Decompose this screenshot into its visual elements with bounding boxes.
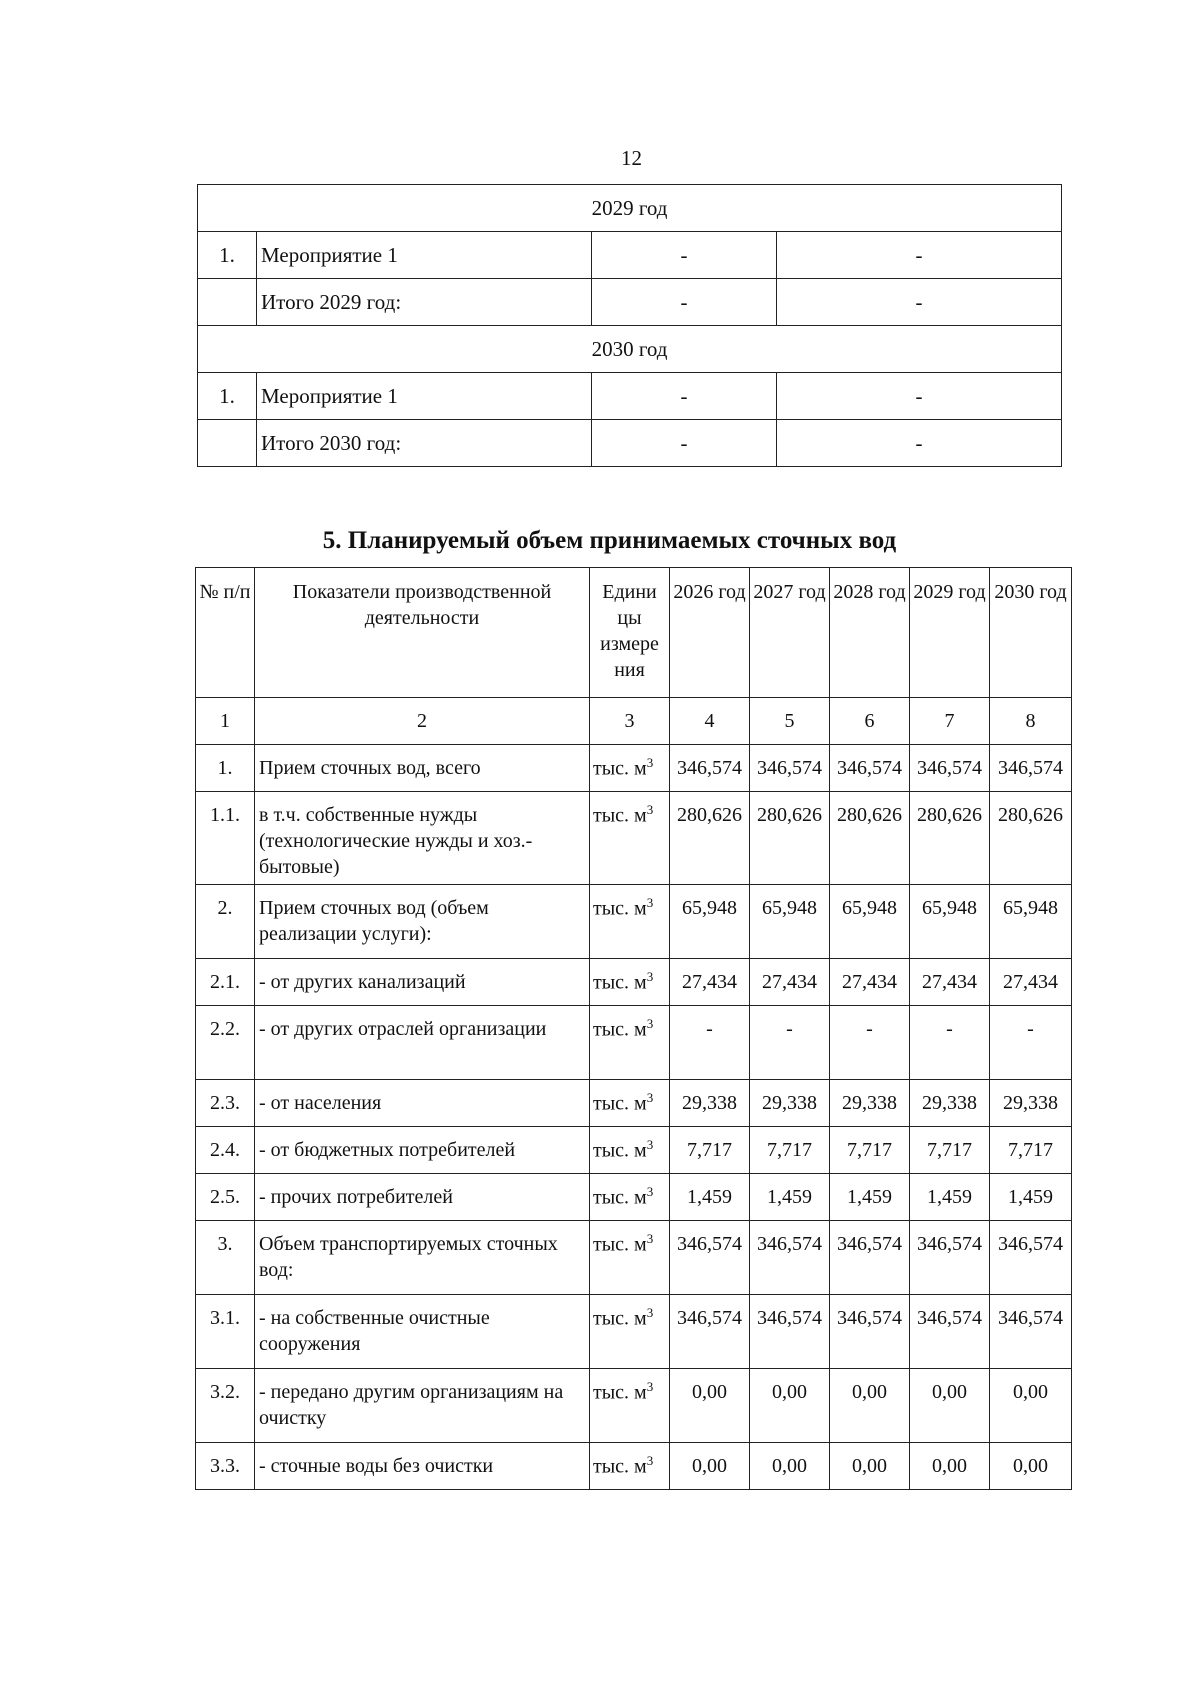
year-value: 346,574 <box>910 745 990 792</box>
year-value: 346,574 <box>830 1295 910 1369</box>
row-number: 1.1. <box>196 792 255 885</box>
year-value: 346,574 <box>670 1295 750 1369</box>
header-year-2027: 2027 год <box>750 568 830 698</box>
year-value: 7,717 <box>830 1127 910 1174</box>
year-value: 0,00 <box>750 1369 830 1443</box>
table-row <box>196 1369 1072 1443</box>
header-unit: Едини цы измере ния <box>590 568 670 698</box>
row-number: 2. <box>196 885 255 959</box>
year-value: 1,459 <box>910 1174 990 1221</box>
row-number: 3.2. <box>196 1369 255 1443</box>
unit-text: тыс. м <box>593 757 647 780</box>
unit-cell <box>590 745 670 792</box>
table-row <box>196 745 1072 792</box>
year-value: 27,434 <box>750 959 830 1006</box>
unit-exponent: 3 <box>646 1379 654 1394</box>
row-number: 1. <box>196 745 255 792</box>
table-row <box>198 373 1062 420</box>
unit-text: тыс. м <box>593 1307 647 1330</box>
unit-exponent: 3 <box>646 1016 654 1031</box>
year-value: 29,338 <box>750 1080 830 1127</box>
table-row <box>196 1443 1072 1490</box>
row-number: 3.1. <box>196 1295 255 1369</box>
indicator-name: Объем транспортируемых сточных вод: <box>255 1221 590 1295</box>
unit-exponent: 3 <box>646 1184 654 1199</box>
year-value: 27,434 <box>830 959 910 1006</box>
wastewater-table <box>195 567 1072 1490</box>
row-number: 2.2. <box>196 1006 255 1080</box>
column-number: 3 <box>590 698 670 745</box>
column-number: 2 <box>255 698 590 745</box>
year-header-row <box>198 326 1062 373</box>
unit-exponent: 3 <box>646 1090 654 1105</box>
unit-text: тыс. м <box>593 1186 647 1209</box>
year-value: 29,338 <box>670 1080 750 1127</box>
unit-text: тыс. м <box>593 1381 647 1404</box>
table-row <box>196 1221 1072 1295</box>
unit-exponent: 3 <box>646 755 654 770</box>
table-row <box>196 1295 1072 1369</box>
year-header-row <box>198 185 1062 232</box>
year-value: 346,574 <box>670 745 750 792</box>
table-row <box>196 1174 1072 1221</box>
header-year-2026: 2026 год <box>670 568 750 698</box>
indicator-name: - прочих потребителей <box>255 1174 590 1221</box>
unit-exponent: 3 <box>646 895 654 910</box>
total-label: Итого 2029 год: <box>257 279 592 326</box>
table-row <box>196 1080 1072 1127</box>
indicator-name: Прием сточных вод, всего <box>255 745 590 792</box>
unit-text: тыс. м <box>593 971 647 994</box>
year-value: 29,338 <box>910 1080 990 1127</box>
header-num: № п/п <box>196 568 255 698</box>
year-value: 346,574 <box>750 745 830 792</box>
indicator-name: - от бюджетных потребителей <box>255 1127 590 1174</box>
unit-cell <box>590 1295 670 1369</box>
unit-cell <box>590 792 670 885</box>
year-value: 1,459 <box>750 1174 830 1221</box>
table-row <box>196 1127 1072 1174</box>
cell-value: - <box>777 420 1062 467</box>
indicator-name: - на собственные очистные сооружения <box>255 1295 590 1369</box>
year-value: 27,434 <box>910 959 990 1006</box>
year-value: 65,948 <box>910 885 990 959</box>
year-value: 346,574 <box>990 1295 1072 1369</box>
unit-cell <box>590 1127 670 1174</box>
year-value: 346,574 <box>990 745 1072 792</box>
year-value: 1,459 <box>990 1174 1072 1221</box>
year-value: 346,574 <box>750 1295 830 1369</box>
unit-text: тыс. м <box>593 1092 647 1115</box>
table-row <box>198 232 1062 279</box>
unit-cell <box>590 1080 670 1127</box>
unit-cell <box>590 1221 670 1295</box>
year-value: 346,574 <box>830 745 910 792</box>
year-value: 65,948 <box>750 885 830 959</box>
year-value: 29,338 <box>830 1080 910 1127</box>
row-number: 2.5. <box>196 1174 255 1221</box>
year-value: 280,626 <box>910 792 990 885</box>
year-header: 2029 год <box>198 185 1062 232</box>
table-row <box>196 885 1072 959</box>
row-number: 1. <box>198 232 257 279</box>
year-value: - <box>830 1006 910 1080</box>
table-body <box>196 745 1072 1490</box>
row-name: Мероприятие 1 <box>257 232 592 279</box>
year-value: 27,434 <box>670 959 750 1006</box>
total-row <box>198 279 1062 326</box>
column-number: 4 <box>670 698 750 745</box>
unit-text: тыс. м <box>593 804 647 827</box>
year-value: 65,948 <box>830 885 910 959</box>
year-value: 0,00 <box>750 1443 830 1490</box>
year-value: 65,948 <box>670 885 750 959</box>
column-number-row <box>196 698 1072 745</box>
unit-text: тыс. м <box>593 1139 647 1162</box>
year-value: - <box>750 1006 830 1080</box>
year-value: 280,626 <box>990 792 1072 885</box>
row-number <box>198 420 257 467</box>
year-value: - <box>990 1006 1072 1080</box>
year-value: 0,00 <box>670 1369 750 1443</box>
year-value: - <box>910 1006 990 1080</box>
column-number: 6 <box>830 698 910 745</box>
header-indicator: Показатели производственной деятельности <box>255 568 590 698</box>
year-value: 0,00 <box>990 1369 1072 1443</box>
unit-exponent: 3 <box>646 802 654 817</box>
cell-value: - <box>592 420 777 467</box>
unit-exponent: 3 <box>646 1453 654 1468</box>
header-year-2030: 2030 год <box>990 568 1072 698</box>
unit-text: тыс. м <box>593 1455 647 1478</box>
header-year-2029: 2029 год <box>910 568 990 698</box>
year-value: 7,717 <box>990 1127 1072 1174</box>
column-number: 7 <box>910 698 990 745</box>
top-table <box>197 184 1062 467</box>
unit-cell <box>590 959 670 1006</box>
indicator-name: - передано другим организациям на очистку <box>255 1369 590 1443</box>
unit-cell <box>590 885 670 959</box>
column-number: 8 <box>990 698 1072 745</box>
unit-cell <box>590 1174 670 1221</box>
indicator-name: в т.ч. собственные нужды (технологические нужды и хоз.-бытовые) <box>255 792 590 885</box>
row-number: 3.3. <box>196 1443 255 1490</box>
year-value: 346,574 <box>990 1221 1072 1295</box>
table-row <box>196 959 1072 1006</box>
unit-exponent: 3 <box>646 1231 654 1246</box>
year-value: 7,717 <box>910 1127 990 1174</box>
column-number: 1 <box>196 698 255 745</box>
year-value: 346,574 <box>910 1221 990 1295</box>
unit-cell <box>590 1006 670 1080</box>
total-row <box>198 420 1062 467</box>
unit-cell <box>590 1369 670 1443</box>
row-number: 1. <box>198 373 257 420</box>
page-number: 12 <box>621 146 642 170</box>
year-value: - <box>670 1006 750 1080</box>
year-value: 346,574 <box>670 1221 750 1295</box>
year-value: 0,00 <box>910 1369 990 1443</box>
cell-value: - <box>592 232 777 279</box>
indicator-name: - от других отраслей организации <box>255 1006 590 1080</box>
row-number: 2.1. <box>196 959 255 1006</box>
cell-value: - <box>777 373 1062 420</box>
row-number: 3. <box>196 1221 255 1295</box>
row-number: 2.3. <box>196 1080 255 1127</box>
indicator-name: - от населения <box>255 1080 590 1127</box>
year-value: 346,574 <box>830 1221 910 1295</box>
year-value: 1,459 <box>670 1174 750 1221</box>
row-number: 2.4. <box>196 1127 255 1174</box>
row-name: Мероприятие 1 <box>257 373 592 420</box>
year-value: 7,717 <box>750 1127 830 1174</box>
indicator-name: Прием сточных вод (объем реализации услуги): <box>255 885 590 959</box>
year-value: 280,626 <box>830 792 910 885</box>
cell-value: - <box>592 279 777 326</box>
year-value: 0,00 <box>990 1443 1072 1490</box>
total-label: Итого 2030 год: <box>257 420 592 467</box>
year-value: 280,626 <box>750 792 830 885</box>
year-value: 65,948 <box>990 885 1072 959</box>
indicator-name: - сточные воды без очистки <box>255 1443 590 1490</box>
header-row <box>196 568 1072 698</box>
year-value: 0,00 <box>670 1443 750 1490</box>
table-row <box>196 1006 1072 1080</box>
unit-text: тыс. м <box>593 897 647 920</box>
unit-exponent: 3 <box>646 1137 654 1152</box>
table-row <box>196 792 1072 885</box>
year-value: 0,00 <box>830 1443 910 1490</box>
unit-cell <box>590 1443 670 1490</box>
year-header: 2030 год <box>198 326 1062 373</box>
unit-text: тыс. м <box>593 1233 647 1256</box>
year-value: 0,00 <box>830 1369 910 1443</box>
cell-value: - <box>777 232 1062 279</box>
year-value: 346,574 <box>750 1221 830 1295</box>
cell-value: - <box>592 373 777 420</box>
year-value: 280,626 <box>670 792 750 885</box>
year-value: 7,717 <box>670 1127 750 1174</box>
unit-text: тыс. м <box>593 1018 647 1041</box>
column-number: 5 <box>750 698 830 745</box>
year-value: 0,00 <box>910 1443 990 1490</box>
year-value: 27,434 <box>990 959 1072 1006</box>
row-number <box>198 279 257 326</box>
indicator-name: - от других канализаций <box>255 959 590 1006</box>
unit-exponent: 3 <box>646 969 654 984</box>
year-value: 1,459 <box>830 1174 910 1221</box>
year-value: 346,574 <box>910 1295 990 1369</box>
year-value: 29,338 <box>990 1080 1072 1127</box>
cell-value: - <box>777 279 1062 326</box>
unit-exponent: 3 <box>646 1305 654 1320</box>
header-year-2028: 2028 год <box>830 568 910 698</box>
section-title: 5. Планируемый объем принимаемых сточных вод <box>322 527 897 554</box>
